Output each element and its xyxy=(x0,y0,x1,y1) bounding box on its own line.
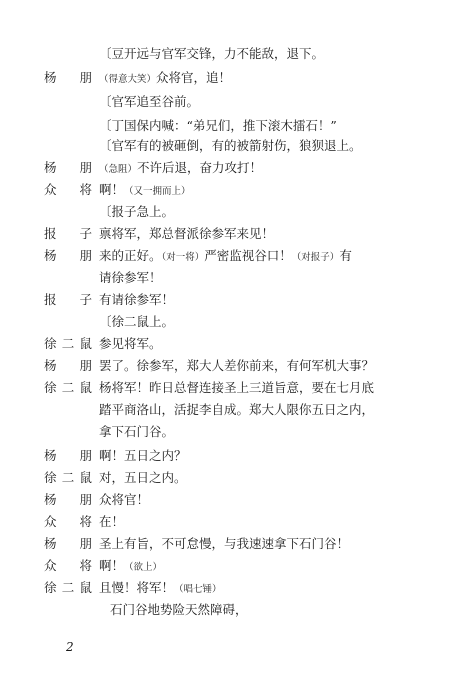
speech-text: 圣上有旨，不可怠慢，与我速速拿下石门谷！ xyxy=(99,536,350,551)
speaker-name: 杨 朋 xyxy=(44,358,92,373)
speaker-name: 杨 朋 xyxy=(44,160,92,175)
speaker-name: 报 子 xyxy=(44,226,92,241)
speech-text: 啊！（欲上） xyxy=(99,558,163,573)
speaker-name: 报 子 xyxy=(44,292,92,307)
speaker-name: 杨 朋 xyxy=(44,492,92,507)
speaker-name: 徐二鼠 xyxy=(44,380,92,395)
speaker-name: 众 将 xyxy=(44,514,92,529)
speaker-name: 杨 朋 xyxy=(44,448,92,463)
speech-text: 在！ xyxy=(99,514,125,529)
speech-text: 杨将军！昨日总督连接圣上三道旨意，要在七月底 xyxy=(99,380,375,395)
script-page: 〔豆开远与官军交锋，力不能敌，退下。 杨 朋 （得意大笑）众将官，追！ 〔官军追至谷前。 〔丁国保内喊：“弟兄们，推下滚木擂石！” 〔官军有的被砸倒，有的被箭射伤，狼狈退上。 杨 朋 （急阻）不许后退，奋力攻打！ 众 将 啊！（又一拥而上） 〔报子急上。 报 子 禀将军，郑总督派徐参军来见！ 杨 朋 来的正好。（对一将）严密监视谷口！（对报子）有 请徐参军！ 报 子 有请徐参军！ 〔徐二鼠上。 徐二鼠 参见将军。 杨 朋 罢了。徐参军，郑大人差你前来，有何军机大事？ 徐二鼠 杨将军！昨日总督连接圣上三道旨意，要在七月底 踏平商洛山，活捉李自成。郑大人限你五日之内， 拿下石门谷。 杨 朋 啊！五日之内？ 徐二鼠 对，五日之内。 杨 朋 众将官！ 众 将 在！ 杨 朋 圣上有旨，不可怠慢，与我速速拿下石门谷！ 众 将 啊！（欲上） 徐二鼠 且慢！将军！（唱七锤） 石门谷地势险天然障碍， 2 xyxy=(44,46,375,654)
speaker-name: 徐二鼠 xyxy=(44,336,92,351)
speaker-name: 杨 朋 xyxy=(44,536,92,551)
speaker-name: 众 将 xyxy=(44,558,92,573)
speech-text: 有请徐参军！ xyxy=(99,292,175,307)
speaker-name: 众 将 xyxy=(44,182,92,197)
speaker-name: 杨 朋 xyxy=(44,248,92,263)
speech-text: 对，五日之内。 xyxy=(99,470,187,485)
speech-text: 且慢！将军！（唱七锤） xyxy=(99,580,222,595)
speech-text: 众将官！ xyxy=(99,492,150,507)
speaker-name: 徐二鼠 xyxy=(44,580,92,595)
speech-text: （得意大笑）众将官，追！ xyxy=(99,70,232,85)
page-number: 2 xyxy=(66,640,74,654)
speech-text: 啊！五日之内？ xyxy=(99,448,187,463)
speech-text: 罢了。徐参军，郑大人差你前来，有何军机大事？ xyxy=(99,358,375,373)
speech-text: 禀将军，郑总督派徐参军来见！ xyxy=(99,226,275,241)
speech-text: 来的正好。（对一将）严密监视谷口！（对报子）有 xyxy=(99,248,352,263)
speech-text: 啊！（又一拥而上） xyxy=(99,182,191,197)
speech-text: 参见将军。 xyxy=(99,336,162,351)
speech-text: （急阻）不许后退，奋力攻打！ xyxy=(99,160,263,175)
speaker-name: 徐二鼠 xyxy=(44,470,92,485)
speaker-name: 杨 朋 xyxy=(44,70,92,85)
